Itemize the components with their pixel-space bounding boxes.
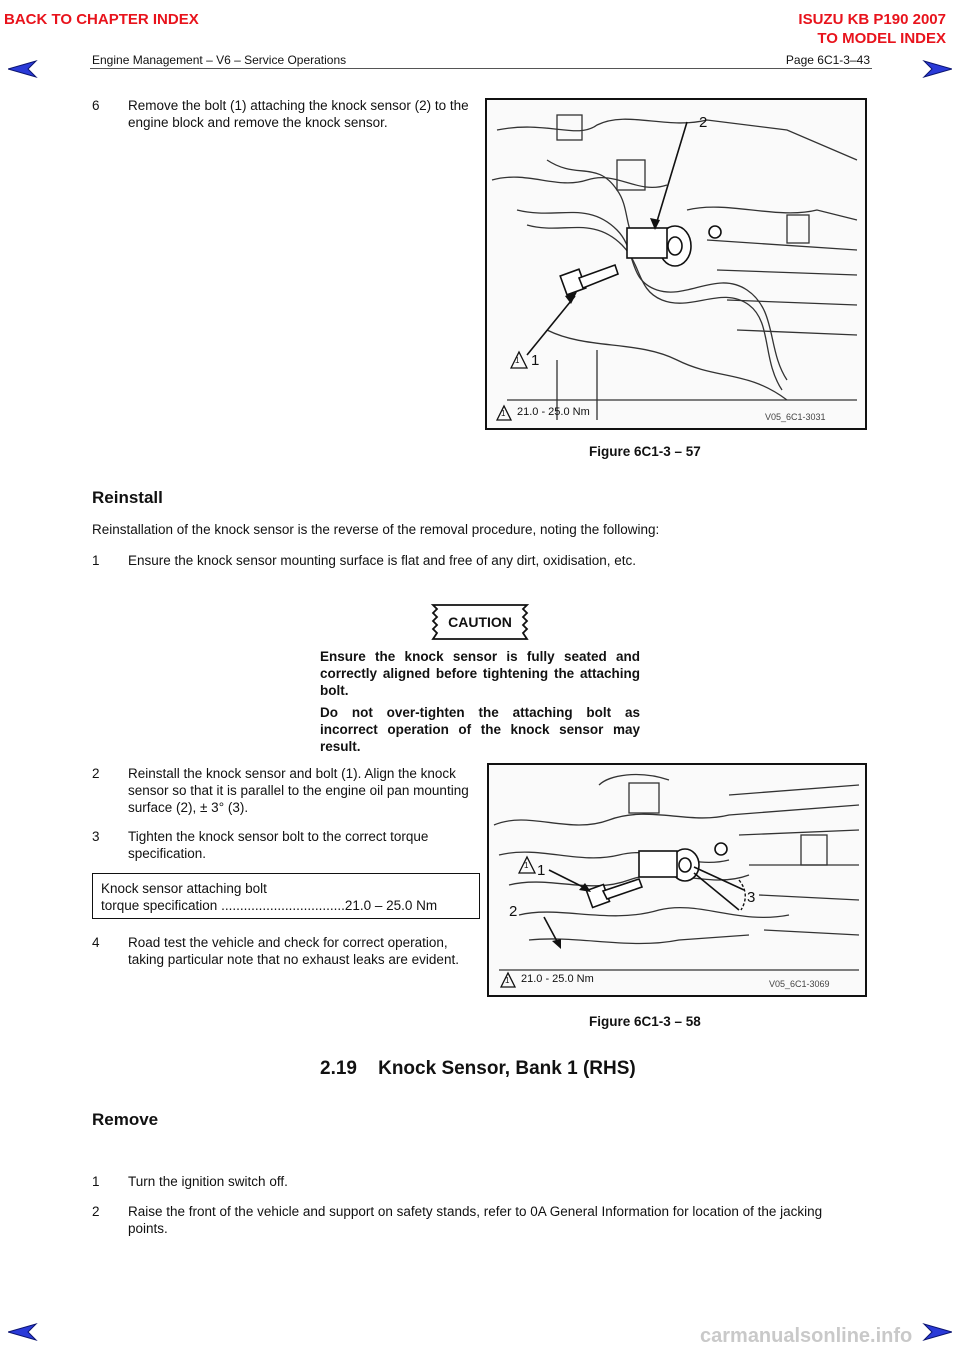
callout-2: 2 — [509, 903, 518, 920]
watermark: carmanualsonline.info — [700, 1325, 913, 1347]
prev-page-arrow-icon[interactable] — [8, 1323, 38, 1346]
model-title: ISUZU KB P190 2007 — [798, 11, 946, 28]
step-number: 3 — [92, 829, 100, 844]
next-page-arrow-icon[interactable] — [922, 1323, 952, 1346]
header-rule — [90, 68, 872, 69]
step-text: Turn the ignition switch off. — [128, 1174, 288, 1189]
figure-58-illustration — [487, 763, 867, 997]
reinstall-intro: Reinstallation of the knock sensor is the reverse of the removal procedure, noting the following: — [92, 522, 660, 537]
to-model-index-link[interactable]: TO MODEL INDEX — [817, 30, 946, 47]
spec-line-1: Knock sensor attaching bolt — [101, 881, 267, 896]
step-text: Tighten the knock sensor bolt to the correct torque specification. — [128, 829, 429, 861]
step-number: 2 — [92, 1204, 100, 1219]
torque-symbol: 1 — [515, 356, 520, 365]
torque-spec-box — [92, 873, 480, 919]
step-number: 1 — [92, 1174, 100, 1189]
figure-code: V05_6C1-3069 — [769, 979, 830, 989]
torque-symbol-legend: 1 — [505, 976, 510, 985]
callout-1: 1 — [537, 862, 546, 879]
step-text: Remove the bolt (1) attaching the knock sensor (2) to the engine block and remove the knock sensor. — [128, 98, 469, 130]
torque-value-label: 21.0 - 25.0 Nm — [521, 973, 594, 985]
figure-caption: Figure 6C1-3 – 58 — [589, 1014, 701, 1029]
spec-line-2: torque specification .................................21.0 – 25.0 Nm — [101, 898, 438, 913]
prev-page-arrow-icon[interactable] — [8, 60, 38, 83]
callout-2: 2 — [699, 114, 708, 131]
section-header: Engine Management – V6 – Service Operations — [92, 53, 347, 67]
caution-paragraph-1: Ensure the knock sensor is fully seated and correctly aligned before tightening the attaching bolt. — [320, 649, 640, 698]
figure-code: V05_6C1-3031 — [765, 412, 826, 422]
callout-3: 3 — [747, 889, 756, 906]
step-number: 6 — [92, 98, 100, 113]
caution-badge — [427, 603, 533, 641]
torque-symbol: 1 — [524, 861, 529, 870]
step-text: Raise the front of the vehicle and support on safety stands, refer to 0A General Information for location of the jacking points. — [128, 1204, 823, 1236]
torque-value-label: 21.0 - 25.0 Nm — [517, 406, 590, 418]
reinstall-heading: Reinstall — [92, 488, 163, 507]
step-text: Ensure the knock sensor mounting surface is flat and free of any dirt, oxidisation, etc. — [128, 553, 637, 568]
figure-57-illustration — [485, 98, 867, 430]
step-text: Road test the vehicle and check for correct operation, taking particular note that no exhaust leaks are evident. — [128, 935, 459, 967]
figure-caption: Figure 6C1-3 – 57 — [589, 444, 701, 459]
back-to-chapter-link[interactable]: BACK TO CHAPTER INDEX — [4, 11, 199, 28]
callout-1: 1 — [531, 352, 540, 369]
remove-heading: Remove — [92, 1110, 159, 1129]
step-number: 1 — [92, 553, 100, 568]
torque-symbol-legend: 1 — [501, 409, 506, 418]
step-number: 4 — [92, 935, 100, 950]
section-title: 2.19 Knock Sensor, Bank 1 (RHS) — [320, 1058, 636, 1079]
step-number: 2 — [92, 766, 100, 781]
step-text: Reinstall the knock sensor and bolt (1). Align the knock sensor so that it is parallel to the engine oil pan mounting surface (2), ± 3° (3). — [128, 766, 469, 815]
page-number: Page 6C1-3–43 — [785, 53, 870, 67]
next-page-arrow-icon[interactable] — [922, 60, 952, 83]
caution-paragraph-2: Do not over-tighten the attaching bolt as incorrect operation of the knock sensor may result. — [320, 705, 640, 754]
caution-label: CAUTION — [448, 614, 512, 630]
